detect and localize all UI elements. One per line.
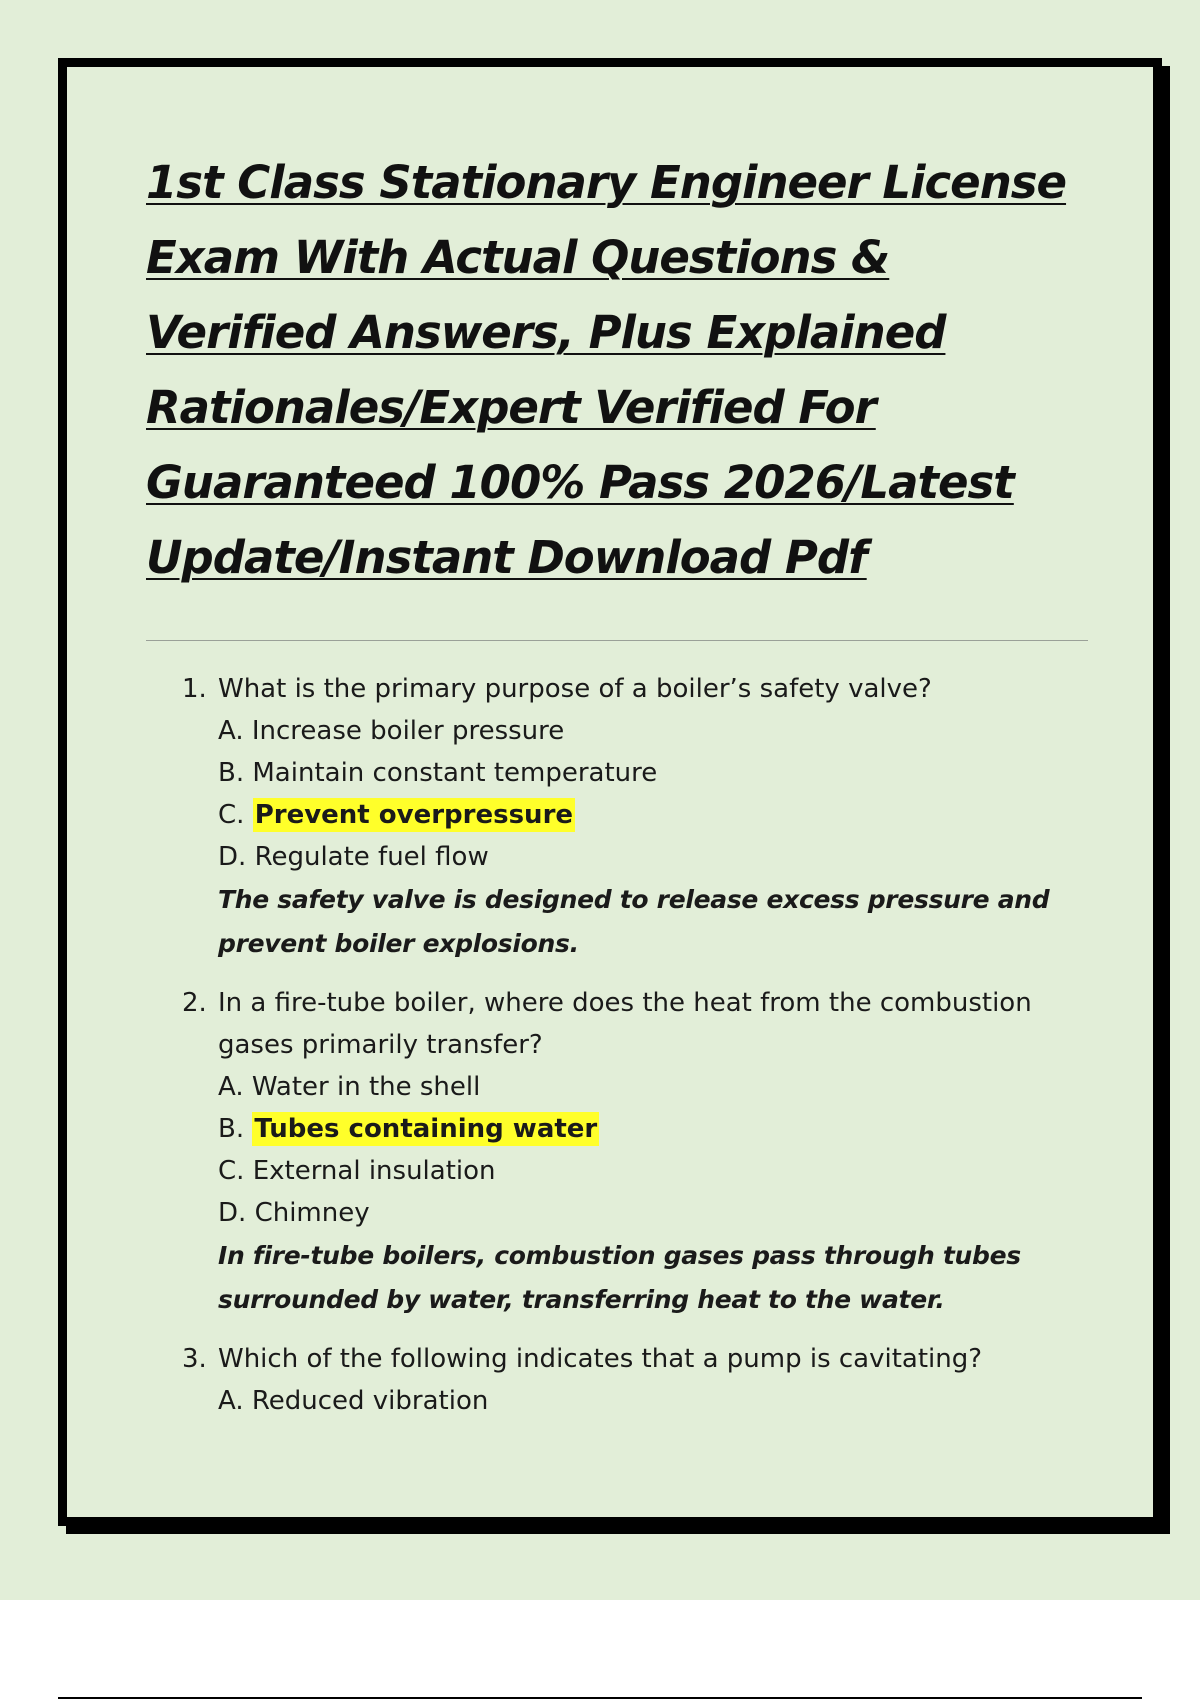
question-text: Which of the following indicates that a pump is cavitating? [218, 1344, 983, 1374]
question-1 [146, 668, 1076, 966]
question-text: In a fire-tube boiler, where does the heat from the combustion gases primarily transfer? [218, 988, 1032, 1060]
title-divider [146, 640, 1088, 641]
question-text: What is the primary purpose of a boiler’s safety valve? [218, 674, 932, 704]
option-letter: C. [218, 1156, 245, 1186]
question-number: 3. [182, 1344, 207, 1374]
rationale-text: The safety valve is designed to release excess pressure and prevent boiler explosions. [218, 885, 1050, 958]
option-c-correct [218, 794, 1076, 836]
next-page-top-rule [58, 1697, 1142, 1699]
question-2 [146, 982, 1076, 1322]
question-list [146, 668, 1076, 1438]
option-d [218, 836, 1076, 878]
option-letter: A. [218, 1072, 244, 1102]
option-b [218, 752, 1076, 794]
correct-answer-highlight: Tubes containing water [254, 1114, 598, 1144]
option-text: Reduced vibration [251, 1386, 489, 1416]
option-letter: A. [218, 1386, 244, 1416]
option-letter: D. [218, 1198, 247, 1228]
option-a [218, 1380, 1076, 1422]
option-letter: D. [218, 842, 247, 872]
option-letter: B. [218, 758, 245, 788]
rationale-text: In fire-tube boilers, combustion gases pass through tubes surrounded by water, transferring heat to the water. [218, 1241, 1021, 1314]
option-letter: B. [218, 1114, 245, 1144]
question-number: 1. [182, 674, 207, 704]
option-text: Regulate fuel flow [254, 842, 489, 872]
option-text: Water in the shell [251, 1072, 481, 1102]
document-title: 1st Class Stationary Engineer License Exam With Actual Questions & Verified Answers, Plus Explained Rationales/Expert Verified For Guaranteed 100% Pass 2026/Latest Update/Instant Download Pdf [146, 156, 1067, 584]
option-text: Increase boiler pressure [251, 716, 565, 746]
question-number: 2. [182, 988, 207, 1018]
option-text: Chimney [254, 1198, 370, 1228]
option-text: Maintain constant temperature [252, 758, 658, 788]
option-d [218, 1192, 1076, 1234]
question-3 [146, 1338, 1076, 1422]
option-b-correct [218, 1108, 1076, 1150]
option-c [218, 1150, 1076, 1192]
option-text: External insulation [252, 1156, 496, 1186]
option-a [218, 1066, 1076, 1108]
option-letter: A. [218, 716, 244, 746]
option-letter: C. [218, 800, 245, 830]
correct-answer-highlight: Prevent overpressure [254, 800, 574, 830]
option-a [218, 710, 1076, 752]
